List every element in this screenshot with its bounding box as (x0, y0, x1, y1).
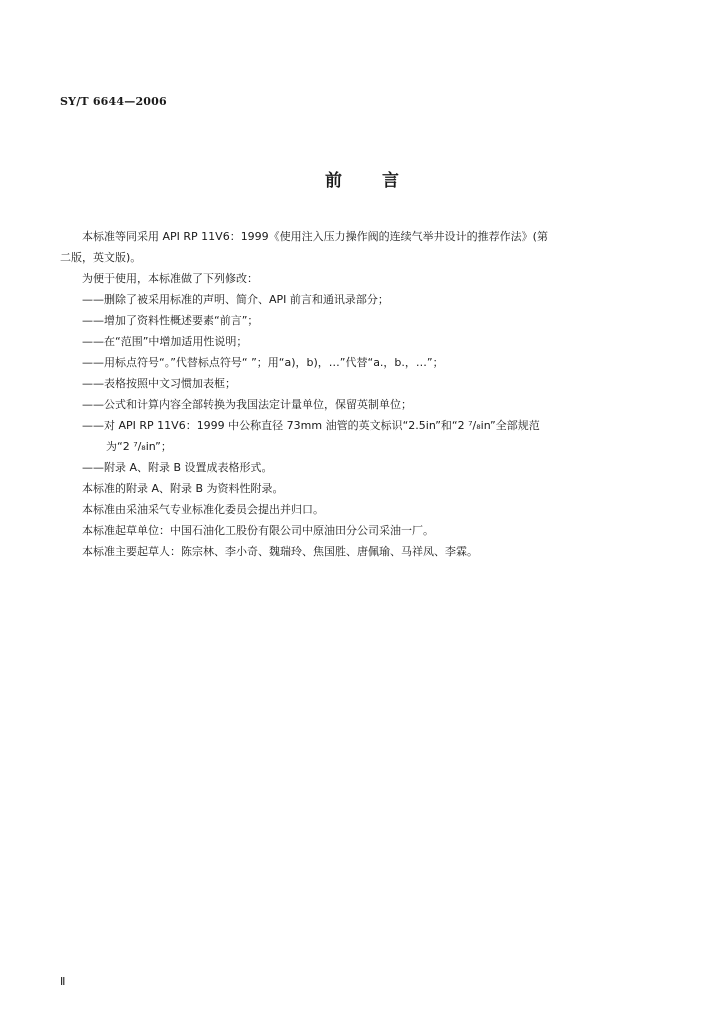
paragraph-line: 二版，英文版)。 (60, 251, 142, 264)
paragraph-line: 本标准起草单位：中国石油化工股份有限公司中原油田分公司采油一厂。 (82, 524, 434, 537)
dash-list-item: ——用标点符号“。”代替标点符号“ ”；用“a)，b)，…”代替“a.，b.，…”； (82, 356, 444, 369)
dash-list-item: ——删除了被采用标准的声明、简介、API 前言和通讯录部分； (82, 293, 389, 306)
dash-list-item: ——对 API RP 11V6：1999 中公称直径 73mm 油管的英文标识“2.5in”和“2 ⁷/₈in”全部规范 (82, 419, 540, 432)
dash-list-item-continuation: 为“2 ⁷/₈in”； (106, 440, 172, 453)
standard-code: SY/T 6644—2006 (60, 95, 167, 108)
dash-list-item: ——公式和计算内容全部转换为我国法定计量单位，保留英制单位； (82, 398, 412, 411)
foreword-body (60, 226, 640, 562)
dash-list-item: ——附录 A、附录 B 设置成表格形式。 (82, 461, 273, 474)
page-title: 前言 (325, 171, 439, 191)
page-number: Ⅱ (60, 975, 66, 988)
paragraph-line: 本标准由采油采气专业标准化委员会提出并归口。 (82, 503, 324, 516)
paragraph-line: 本标准的附录 A、附录 B 为资料性附录。 (82, 482, 284, 495)
dash-list-item: ——增加了资料性概述要素“前言”； (82, 314, 259, 327)
dash-list-item: ——表格按照中文习惯加表框； (82, 377, 236, 390)
paragraph-line: 为便于使用，本标准做了下列修改： (82, 272, 258, 285)
paragraph-line: 本标准主要起草人：陈宗林、李小奇、魏瑞玲、焦国胜、唐佩瑜、马祥凤、李霖。 (82, 545, 478, 558)
paragraph-line: 本标准等同采用 API RP 11V6：1999《使用注入压力操作阀的连续气举井设计的推荐作法》(第 (82, 230, 548, 243)
dash-list-item: ——在“范围”中增加适用性说明； (82, 335, 248, 348)
